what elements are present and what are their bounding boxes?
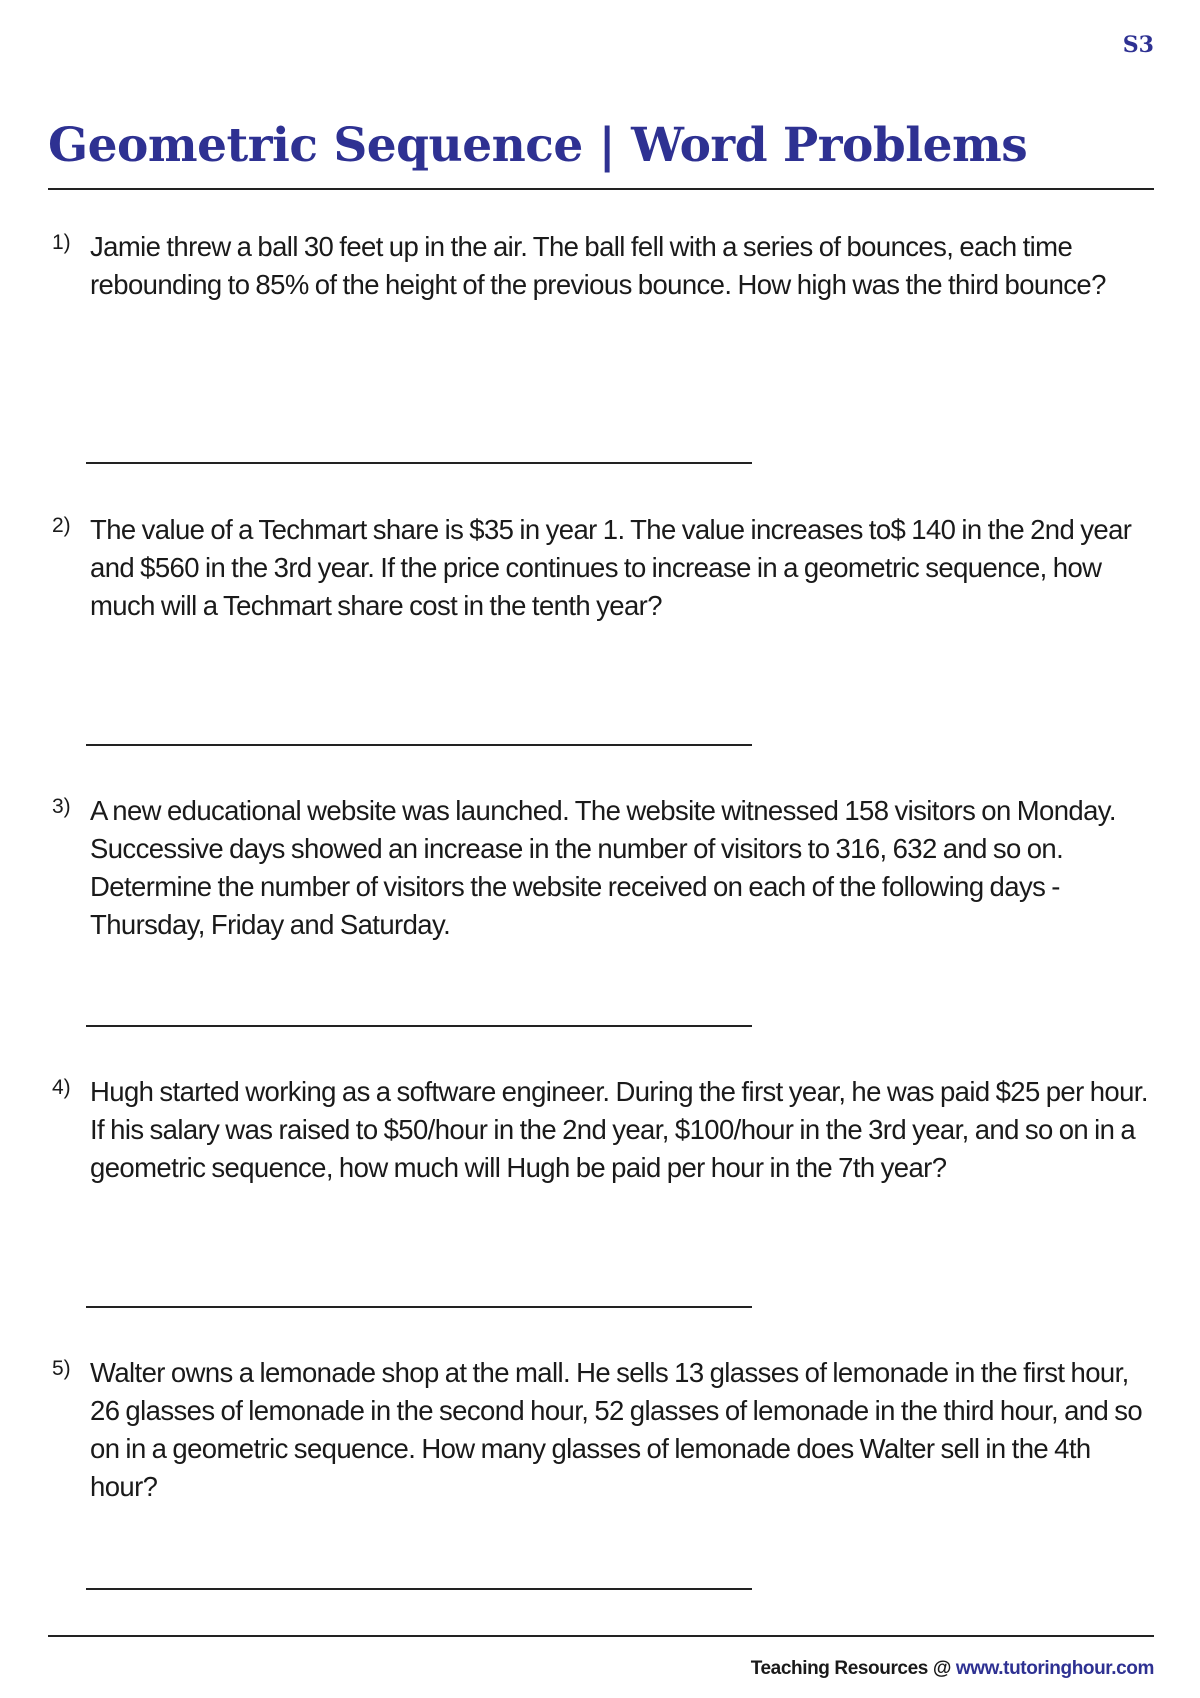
problem-text: The value of a Techmart share is $35 in year 1. The value increases to$ 140 in the 2nd year and $560 in the 3rd year. If the price continues to increase in a geometric sequence, how much will a Techmart share cost in the tenth year? [90,514,1132,621]
answer-line-2[interactable] [86,744,752,746]
title-divider [48,188,1154,190]
footer-label: Teaching Resources @ [750,1658,956,1679]
problem-text: Jamie threw a ball 30 feet up in the air. The ball fell with a series of bounces, each time rebounding to 85% of the height of the previous bounce. How high was the third bounce? [90,231,1106,300]
problem-number: 1) [52,231,71,254]
problem-number: 2) [52,514,71,537]
footer [751,1658,1154,1680]
page-title: Geometric Sequence | Word Problems [48,118,1028,173]
page-code: S3 [1122,32,1154,58]
footer-divider [48,1635,1154,1637]
problem-text: Hugh started working as a software engineer. During the first year, he was paid $25 per hour. If his salary was raised to $50/hour in the 2nd year, $100/hour in the 3rd year, and so on in a geometric sequence, how much will Hugh be paid per hour in the 7th year? [90,1076,1148,1183]
problem-number: 3) [52,795,71,818]
problem-text: Walter owns a lemonade shop at the mall. He sells 13 glasses of lemonade in the first hour, 26 glasses of lemonade in the second hour, 52 glasses of lemonade in the third hour, and so on in a geometric sequence. How many glasses of lemonade does Walter sell in the 4th hour? [90,1357,1143,1502]
footer-site-link[interactable]: www.tutoringhour.com [955,1658,1154,1679]
answer-line-5[interactable] [86,1588,752,1590]
problem-number: 5) [52,1357,71,1380]
answer-line-1[interactable] [86,462,752,464]
problem-text: A new educational website was launched. The website witnessed 158 visitors on Monday. Successive days showed an increase in the number of visitors to 316, 632 and so on. Determine the number of visitors the website received on each of the following days - Thursday, Friday and Saturday. [90,795,1116,940]
problem-number: 4) [52,1076,71,1099]
answer-line-4[interactable] [86,1306,752,1308]
answer-line-3[interactable] [86,1025,752,1027]
